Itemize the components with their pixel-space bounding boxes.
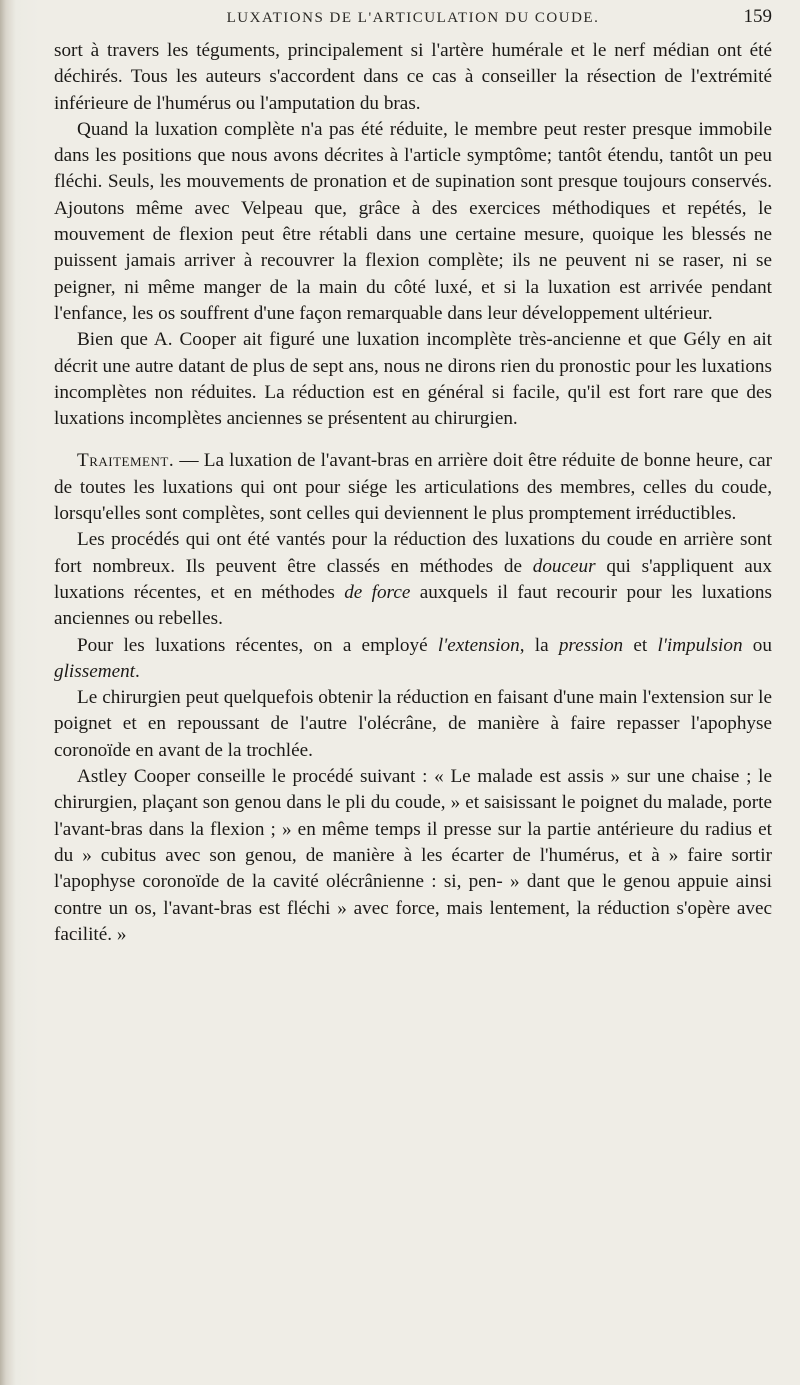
term-douceur: douceur xyxy=(532,555,596,577)
procedes-text-c: auxquels il faut recourir pour les luxations anciennes ou rebelles. xyxy=(54,581,772,630)
recentes-text-d: ou xyxy=(742,634,772,656)
paragraph-luxation-non-reduite: Quand la luxation complète n'a pas été réduite, le membre peut rester presque immobile dans les positions que nous avons décrites à l'article symptôme; tantôt étendu, tantôt un peu fléchi. Seuls, les mouvements de pronation et de supination sont presque toujours conservés. Ajoutons même avec Velpeau que, grâce à des exercices méthodiques et repétés, le mouvement de flexion peut être rétabli dans une certaine mesure, quoique les blessés ne puissent jamais arriver à recouvrer la flexion complète; ils ne peuvent ni se raser, ni se peigner, ni même manger de la main du côté luxé, et si la luxation est arrivée pendant l'enfance, les os souffrent d'une façon remarquable dans leur développement ultérieur. xyxy=(54,118,772,324)
paragraph-astley-cooper: Astley Cooper conseille le procédé suivant : « Le malade est assis » sur une chaise ; le chirurgien, plaçant son genou dans le pli du coude, » et saisissant le poignet du malade, porte l'avant-bras dans la flexion ; » en même temps il presse sur la partie antérieure du radius et du » cubitus avec son genou, de manière à les écarter de l'humérus, et à » faire sortir l'apophyse coronoïde de la cavité olécrânienne : si, pen- » dant que le genou appuie ainsi contre un os, l'avant-bras est fléchi » avec force, mais lentement, la réduction s'opère avec facilité. » xyxy=(54,766,772,945)
paragraph-procedes xyxy=(54,527,772,632)
term-de-force: de force xyxy=(344,581,411,603)
page-header xyxy=(54,2,772,30)
section-gap xyxy=(54,432,772,448)
running-head: LUXATIONS DE L'ARTICULATION DU COUDE. xyxy=(226,10,600,26)
paragraph-recentes xyxy=(54,633,772,686)
term-impulsion: l'impulsion xyxy=(657,634,743,656)
term-pression: pression xyxy=(558,634,624,656)
traitement-text: — La luxation de l'avant-bras en arrière doit être réduite de bonne heure, car de toutes les luxations qui ont pour siége les articulations des membres, celles du coude, lorsqu'elles sont complètes, sont celles qui deviennent le plus promptement irréductibles. xyxy=(54,450,772,525)
procedes-text-a: Les procédés qui ont été vantés pour la réduction des luxations du coude en arrière sont fort nombreux. Ils peuvent être classés en méthodes de xyxy=(54,529,772,577)
page-number: 159 xyxy=(743,6,772,27)
paragraph-pronostic: Bien que A. Cooper ait figuré une luxation incomplète très-ancienne et que Gély en ait décrit une autre datant de plus de sept ans, nous ne dirons rien du pronostic pour les luxations incomplètes non réduites. La réduction est en général si facile, qu'il est fort rare que des luxations incomplètes anciennes se présentent au chirurgien. xyxy=(54,329,772,430)
paragraph-continuation: sort à travers les téguments, principalement si l'artère humérale et le nerf médian ont été déchirés. Tous les auteurs s'accordent dans ce cas à conseiller la résection de l'extrémité inférieure de l'humérus ou l'amputation du bras. xyxy=(54,40,772,114)
recentes-text-b: , la xyxy=(519,634,559,656)
paragraph-chirurgien: Le chirurgien peut quelquefois obtenir la réduction en faisant d'une main l'extension sur le poignet et en repoussant de l'autre l'olécrâne, de manière à faire repasser l'apophyse coronoïde en avant de la trochlée. xyxy=(54,687,772,761)
term-extension: l'extension xyxy=(437,634,520,656)
paragraph-traitement xyxy=(54,448,772,527)
term-glissement: glissement xyxy=(54,660,136,682)
recentes-text-c: et xyxy=(623,634,658,656)
recentes-text-e: . xyxy=(135,660,140,682)
section-heading-traitement: Traitement. xyxy=(77,450,175,472)
page-body xyxy=(54,38,772,948)
procedes-text-b: qui s'appliquent aux luxations récentes, et en méthodes xyxy=(54,555,772,603)
recentes-text-a: Pour les luxations récentes, on a employé xyxy=(77,634,438,656)
